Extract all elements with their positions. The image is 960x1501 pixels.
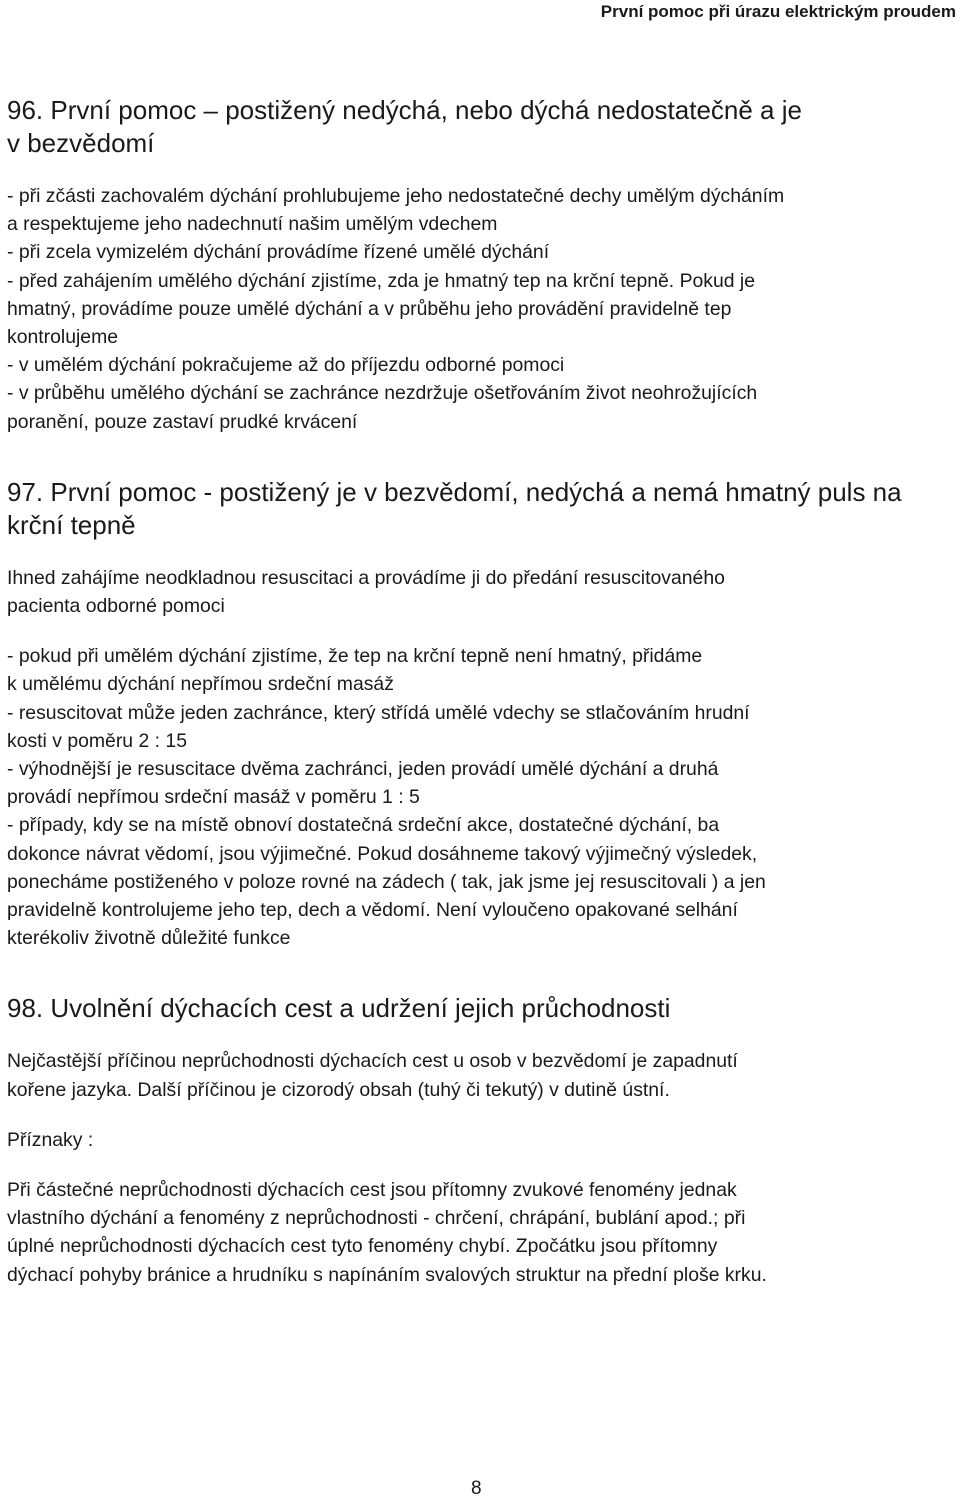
section-title-line: 97. První pomoc - postižený je v bezvědomí, nedýchá a nemá hmatný puls na: [7, 476, 902, 507]
text-line: ponecháme postiženého v poloze rovné na zádech ( tak, jak jsme jej resuscitovali ) a jen: [7, 870, 766, 893]
text-line: provádí nepřímou srdeční masáž v poměru 1 : 5: [7, 786, 420, 809]
paragraph: [7, 642, 953, 952]
section-title-line: krční tepně: [7, 509, 136, 540]
text-line: - pokud při umělém dýchání zjistíme, že tep na krční tepně není hmatný, přidáme: [7, 645, 703, 668]
text-line: poranění, pouze zastaví prudké krvácení: [7, 410, 358, 433]
text-line: pacienta odborné pomoci: [7, 595, 225, 618]
running-header: První pomoc při úrazu elektrickým proudem: [600, 2, 956, 21]
paragraph: [7, 1126, 953, 1154]
text-line: kosti v poměru 2 : 15: [7, 729, 187, 752]
text-line: - v průběhu umělého dýchání se zachránce nezdržuje ošetřováním život neohrožujících: [7, 382, 758, 405]
paragraph: [7, 1047, 953, 1103]
text-line: - při zčásti zachovalém dýchání prohlubujeme jeho nedostatečné dechy umělým dýcháním: [7, 185, 785, 207]
section-title-line: 96. První pomoc – postižený nedýchá, nebo dýchá nedostatečně a je: [7, 95, 802, 125]
text-line: kterékoliv životně důležité funkce: [7, 927, 291, 950]
text-line: - před zahájením umělého dýchání zjistíme, zda je hmatný tep na krční tepně. Pokud je: [7, 269, 756, 292]
section-title-line: v bezvědomí: [7, 128, 155, 158]
section-title: [7, 992, 953, 1025]
section-title: [7, 476, 953, 542]
text-line: Při částečné neprůchodnosti dýchacích cest jsou přítomny zvukové fenomény jednak: [7, 1179, 737, 1202]
section-98: [7, 992, 953, 1288]
text-line: dokonce návrat vědomí, jsou výjimečné. Pokud dosáhneme takový výjimečný výsledek,: [7, 842, 758, 865]
section-97: [7, 476, 953, 953]
text-line: kontrolujeme: [7, 326, 119, 349]
section-96: [7, 94, 953, 436]
paragraph: [7, 564, 953, 620]
text-line: - při zcela vymizelém dýchání provádíme řízené umělé dýchání: [7, 241, 550, 264]
text-line: a respektujeme jeho nadechnutí našim umělým vdechem: [7, 213, 498, 236]
text-line: úplné neprůchodnosti dýchacích cest tyto fenomény chybí. Zpočátku jsou přítomny: [7, 1235, 718, 1258]
text-line: hmatný, provádíme pouze umělé dýchání a v průběhu jeho provádění pravidelně tep: [7, 297, 732, 320]
text-line: - v umělém dýchání pokračujeme až do příjezdu odborné pomoci: [7, 354, 565, 377]
text-line: kořene jazyka. Další příčinou je cizorodý obsah (tuhý či tekutý) v dutině ústní.: [7, 1078, 670, 1101]
text-line: pravidelně kontrolujeme jeho tep, dech a vědomí. Není vyloučeno opakované selhání: [7, 899, 738, 922]
text-line: vlastního dýchání a fenomény z neprůchodnosti - chrčení, chrápání, bublání apod.; při: [7, 1207, 746, 1230]
text-line: dýchací pohyby bránice a hrudníku s napínáním svalových struktur na přední ploše krku.: [7, 1263, 767, 1286]
section-title: [7, 94, 953, 160]
document-body: [7, 94, 953, 1289]
text-line: Nejčastější příčinou neprůchodnosti dýchacích cest u osob v bezvědomí je zapadnutí: [7, 1050, 738, 1073]
paragraph: [7, 1176, 953, 1289]
text-line: - případy, kdy se na místě obnoví dostatečná srdeční akce, dostatečné dýchání, ba: [7, 814, 720, 837]
text-line: Ihned zahájíme neodkladnou resuscitaci a provádíme ji do předání resuscitovaného: [7, 566, 725, 589]
section-title-line: 98. Uvolnění dýchacích cest a udržení jejich průchodnosti: [7, 993, 671, 1024]
text-line: k umělému dýchání nepřímou srdeční masáž: [7, 673, 394, 696]
text-line: - resuscitovat může jeden zachránce, který střídá umělé vdechy se stlačováním hrudní: [7, 701, 750, 724]
page-number: 8: [471, 1478, 482, 1499]
text-line: - výhodnější je resuscitace dvěma zachránci, jeden provádí umělé dýchání a druhá: [7, 758, 719, 781]
subheading: Příznaky :: [7, 1128, 94, 1151]
paragraph: [7, 182, 953, 436]
